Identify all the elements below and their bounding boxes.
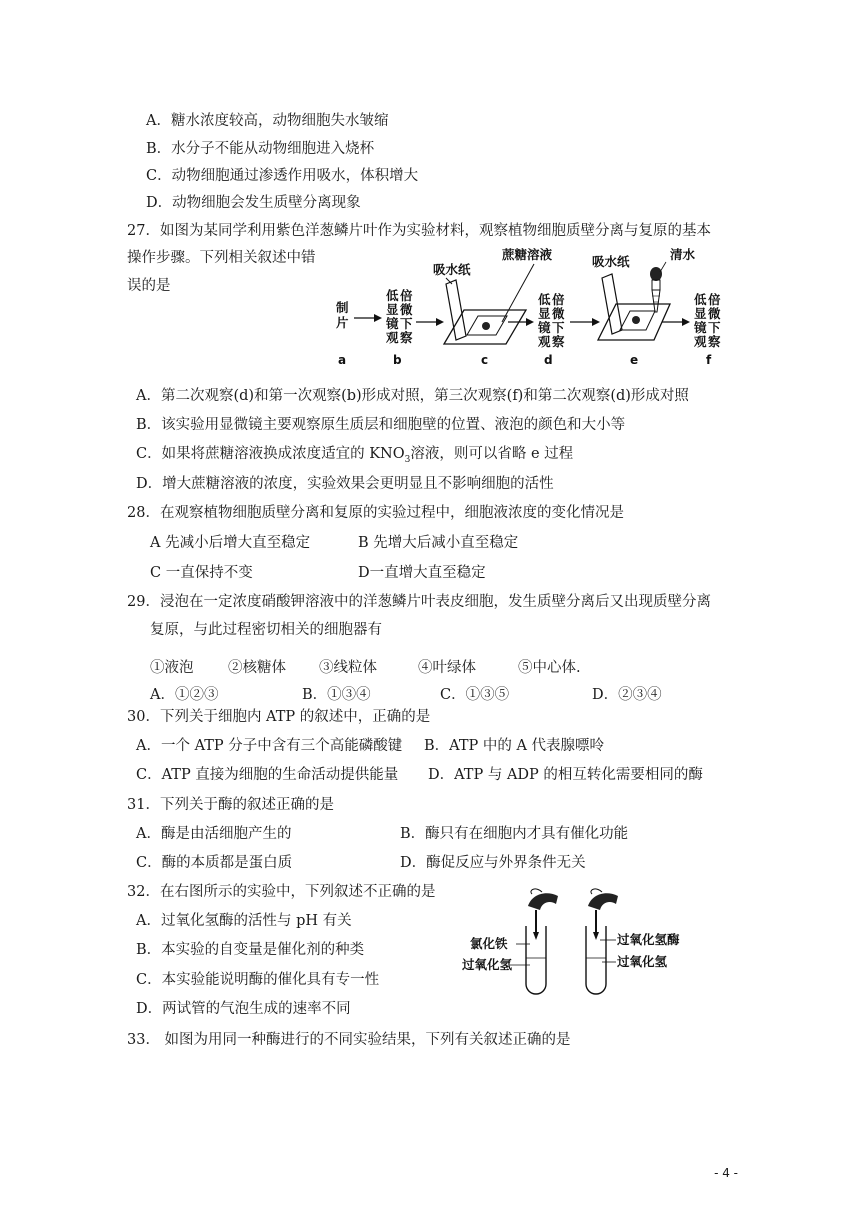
label-blotting-paper-2: 吸水纸 (592, 254, 630, 269)
letter-e: e (630, 353, 639, 367)
svg-text:下: 下 (400, 316, 413, 331)
q29-item-4: ④叶绿体 (418, 660, 476, 676)
q30-option-a: A．一个 ATP 分子中含有三个高能磷酸键 (136, 738, 403, 754)
svg-text:倍: 倍 (400, 288, 413, 303)
label-catalase: 过氧化氢酶 (617, 932, 680, 947)
q27-option-b: B．该实验用显微镜主要观察原生质层和细胞壁的位置、液泡的颜色和大小等 (136, 417, 626, 433)
q27-option-c: C．如果将蔗糖溶液换成浓度适宜的 $KNO_3$溶液，则可以省略 e 过程 (136, 446, 574, 465)
svg-text:观: 观 (538, 334, 551, 349)
q26-option-b: B．水分子不能从动物细胞进入烧杯 (146, 141, 375, 157)
q31-option-d: D．酶促反应与外界条件无关 (400, 855, 586, 871)
plasmolysis-procedure-diagram (330, 244, 730, 370)
svg-text:察: 察 (400, 330, 413, 345)
q30-option-d: D．ATP 与 ADP 的相互转化需要相同的酶 (428, 767, 703, 783)
step-b-observe (386, 288, 413, 345)
q31-option-b: B．酶只有在细胞内才具有催化功能 (400, 826, 629, 842)
q31-stem: 31．下列关于酶的叙述正确的是 (127, 797, 334, 813)
label-ferric-chloride: 氯化铁 (470, 936, 508, 951)
svg-text:观: 观 (694, 334, 707, 349)
q27-option-a: A．第二次观察(d)和第一次观察(b)形成对照，第三次观察(f)和第二次观察(d)形成对照 (136, 388, 689, 404)
letter-c: c (481, 353, 489, 367)
q29-item-1: ①液泡 (150, 660, 194, 676)
q33-stem: 33． 如图为用同一种酶进行的不同实验结果，下列有关叙述正确的是 (127, 1032, 571, 1048)
step-a-col1: 制 (336, 300, 349, 315)
q32-option-a: A．过氧化氢酶的活性与 pH 有关 (136, 913, 352, 929)
svg-text:镜: 镜 (538, 320, 551, 335)
q29-option-b: B．①③④ (302, 687, 371, 703)
q28-option-c: C 一直保持不变 (150, 565, 253, 581)
q29-item-3: ③线粒体 (319, 660, 377, 676)
page-number: - 4 - (714, 1166, 738, 1180)
q29-option-a: A．①②③ (150, 687, 219, 703)
svg-text:下: 下 (708, 320, 721, 335)
label-clear-water: 清水 (670, 247, 696, 262)
q29-item-2: ②核糖体 (228, 660, 286, 676)
svg-text:低: 低 (386, 288, 399, 303)
arrow-e-f (662, 318, 690, 326)
label-hydrogen-peroxide-right: 过氧化氢 (617, 954, 668, 969)
arrow-a-b (354, 314, 382, 322)
label-blotting-paper-1: 吸水纸 (433, 262, 471, 277)
q32-option-d: D．两试管的气泡生成的速率不同 (136, 1001, 351, 1017)
q28-option-a: A 先减小后增大直至稳定 (150, 535, 311, 551)
svg-text:显: 显 (538, 306, 551, 321)
svg-text:低: 低 (694, 292, 707, 307)
step-f-observe (694, 292, 721, 349)
svg-text:低: 低 (538, 292, 551, 307)
q28-option-d: D一直增大直至稳定 (358, 565, 486, 581)
label-hydrogen-peroxide-left: 过氧化氢 (462, 957, 513, 972)
q27-stem-line1: 27．如图为某同学利用紫色洋葱鳞片叶作为实验材料，观察植物细胞质壁分离与复原的基本 (127, 223, 711, 239)
step-e-slide-water (598, 262, 670, 340)
q30-option-c: C．ATP 直接为细胞的生命活动提供能量 (136, 767, 399, 783)
letter-f: f (706, 353, 712, 367)
svg-text:片: 片 (336, 315, 349, 330)
q32-stem: 32．在右图所示的实验中，下列叙述不正确的是 (127, 884, 436, 900)
q30-option-b: B．ATP 中的 A 代表腺嘌呤 (424, 738, 605, 754)
svg-text:倍: 倍 (708, 292, 721, 307)
svg-text:微: 微 (400, 302, 413, 317)
q27-option-d: D．增大蔗糖溶液的浓度，实验效果会更明显且不影响细胞的活性 (136, 476, 554, 492)
q29-item-5: ⑤中心体. (518, 660, 581, 676)
step-d-observe (538, 292, 565, 349)
q30-stem: 30．下列关于细胞内 ATP 的叙述中，正确的是 (127, 709, 431, 725)
q27-stem-line3: 误的是 (127, 278, 171, 294)
letter-b: b (393, 353, 402, 367)
svg-text:显: 显 (386, 302, 399, 317)
q28-option-b: B 先增大后减小直至稳定 (358, 535, 519, 551)
svg-text:微: 微 (552, 306, 565, 321)
svg-text:察: 察 (552, 334, 565, 349)
q27-stem-line2: 操作步骤。下列相关叙述中错 (127, 250, 316, 266)
step-letters (338, 353, 712, 367)
step-a-prepare (336, 300, 349, 330)
tube-right (586, 889, 618, 994)
arrow-d-e (570, 318, 600, 326)
svg-text:观: 观 (386, 330, 399, 345)
q28-stem: 28．在观察植物细胞质壁分离和复原的实验过程中，细胞液浓度的变化情况是 (127, 505, 624, 521)
q29-option-d: D．②③④ (592, 687, 662, 703)
q31-option-a: A．酶是由活细胞产生的 (136, 826, 292, 842)
q26-option-c: C．动物细胞通过渗透作用吸水，体积增大 (146, 168, 419, 184)
svg-text:下: 下 (552, 320, 565, 335)
svg-text:微: 微 (708, 306, 721, 321)
q29-stem-line2: 复原，与此过程密切相关的细胞器有 (150, 622, 382, 638)
q26-option-d: D．动物细胞会发生质壁分离现象 (146, 195, 361, 211)
q32-option-c: C．本实验能说明酶的催化具有专一性 (136, 972, 380, 988)
svg-text:显: 显 (694, 306, 707, 321)
tube-left (510, 889, 558, 994)
test-tube-diagram (462, 888, 720, 998)
q31-option-c: C．酶的本质都是蛋白质 (136, 855, 293, 871)
svg-text:察: 察 (708, 334, 721, 349)
svg-text:镜: 镜 (386, 316, 399, 331)
arrow-b-c (416, 318, 444, 326)
q29-option-c: C．①③⑤ (440, 687, 510, 703)
q32-option-b: B．本实验的自变量是催化剂的种类 (136, 942, 365, 958)
svg-text:倍: 倍 (552, 292, 565, 307)
q29-stem-line1: 29．浸泡在一定浓度硝酸钾溶液中的洋葱鳞片叶表皮细胞，发生质壁分离后又出现质壁分离 (127, 594, 711, 610)
label-sucrose-solution: 蔗糖溶液 (502, 247, 553, 262)
q26-option-a: A．糖水浓度较高，动物细胞失水皱缩 (146, 113, 389, 129)
letter-a: a (338, 353, 347, 367)
letter-d: d (544, 353, 553, 367)
svg-text:镜: 镜 (694, 320, 707, 335)
